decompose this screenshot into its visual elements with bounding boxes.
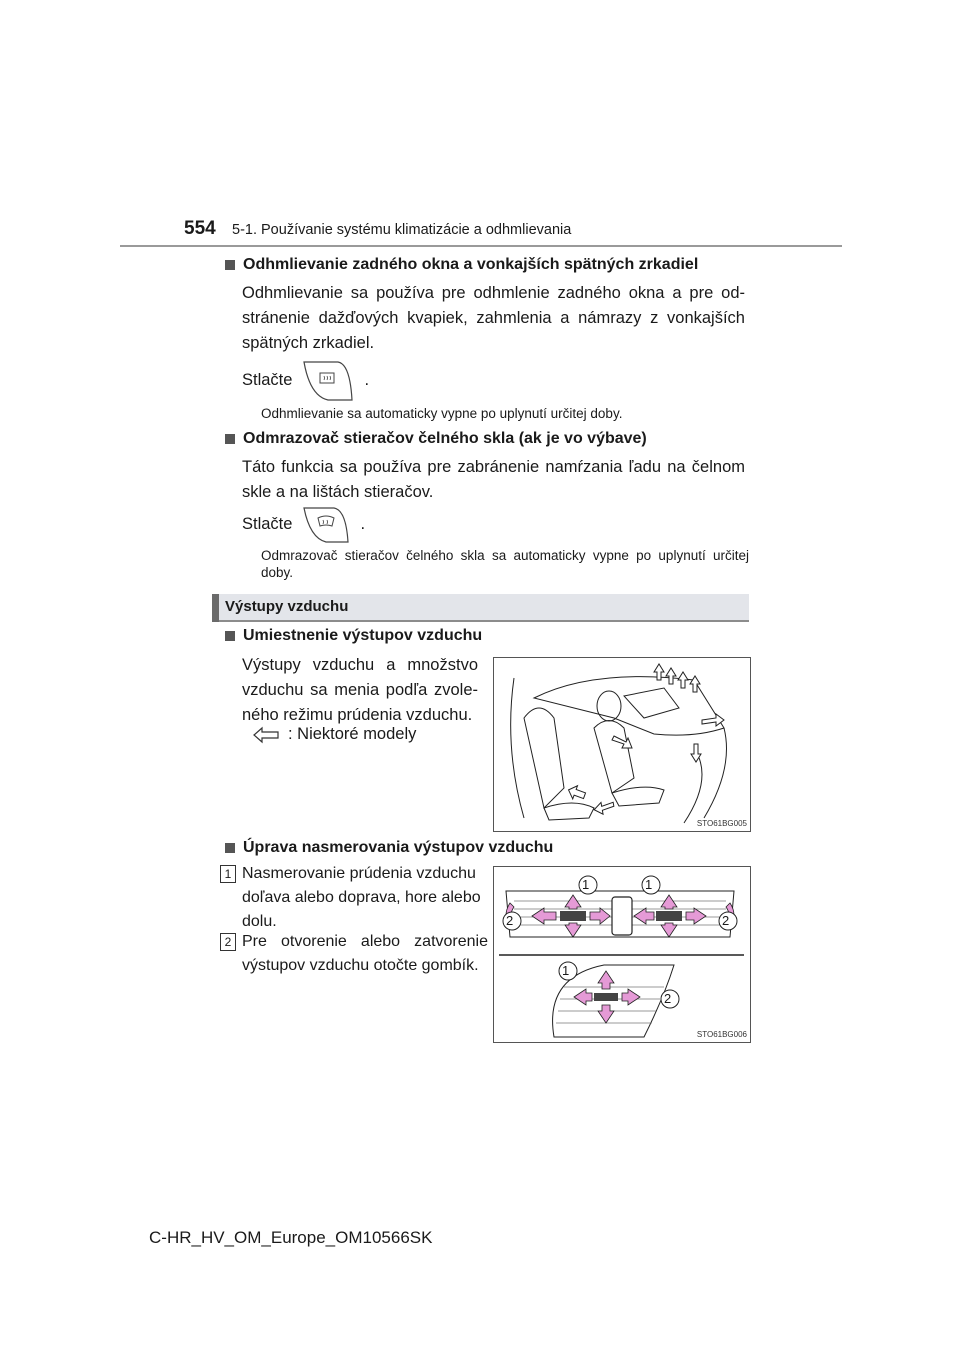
- vent-adjust-figure: [493, 866, 751, 1043]
- header-divider: [120, 245, 842, 247]
- rear-defog-note: Odhmlievanie sa automaticky vypne po uplynutí určitej doby.: [261, 406, 623, 421]
- wiper-deicer-body: Táto funkcia sa používa pre zabránenie namŕzania ľadu na čelnom skle a na lištách stieračov.: [242, 458, 745, 501]
- windshield-wiper-deicer-button-icon: [298, 502, 354, 546]
- figure-code: STO61BG005: [696, 819, 747, 828]
- bullet-square-icon: [225, 434, 235, 444]
- air-vent-illustration: [494, 867, 750, 1042]
- vent-location-figure: [493, 657, 751, 832]
- vent-adjust-heading: Úprava nasmerovania výstupov vzduchu: [225, 839, 553, 857]
- page-number: 554: [184, 218, 216, 239]
- wiper-deicer-note: Odmrazovač stieračov čelného skla sa automaticky vypne po uplynutí určitej doby.: [261, 548, 749, 580]
- bullet-square-icon: [225, 631, 235, 641]
- callout-1: 1: [582, 877, 590, 892]
- vent-adjust-item-2: Pre otvorenie alebo zatvorenie výstupov vzduchu otočte gombík.: [242, 933, 488, 974]
- document-footer: C-HR_HV_OM_Europe_OM10566SK: [149, 1228, 433, 1247]
- vent-location-legend: : Niektoré modely: [252, 722, 488, 747]
- rear-defogger-button-icon: [298, 356, 358, 404]
- section-header-air-vents: [212, 594, 749, 622]
- vent-location-body: Výstupy vzduchu a množstvo vzduchu sa menia podľa zvole-ného režimu prúdenia vzduchu.: [242, 656, 478, 724]
- chapter-title: 5-1. Používanie systému klimatizácie a odhmlievania: [232, 222, 572, 238]
- vent-adjust-item-1: Nasmerovanie prúdenia vzduchu doľava alebo doprava, hore alebo dolu.: [242, 865, 481, 930]
- item-number-badge: 1: [220, 865, 236, 883]
- callout-1: 1: [645, 877, 653, 892]
- callout-2: 2: [664, 991, 672, 1006]
- bullet-square-icon: [225, 843, 235, 853]
- rear-defog-body: Odhmlievanie sa používa pre odhmlenie zadného okna a pre od-stránenie dažďových kvapiek, zahmlenia a námrazy z vonkajších spätných zrkadiel.: [242, 284, 745, 352]
- car-interior-illustration: [494, 658, 750, 831]
- wiper-deicer-heading: Odmrazovač stieračov čelného skla (ak je vo výbave): [225, 430, 647, 448]
- item-number-badge: 2: [220, 933, 236, 951]
- section-title: Výstupy vzduchu: [225, 598, 349, 615]
- callout-2: 2: [722, 913, 730, 928]
- figure-code: STO61BG006: [696, 1030, 747, 1039]
- rear-defog-press: Stlačte .: [242, 356, 542, 404]
- callout-1: 1: [562, 963, 570, 978]
- section-accent: [212, 594, 219, 622]
- rear-defog-heading: Odhmlievanie zadného okna a vonkajších spätných zrkadiel: [225, 256, 698, 274]
- bullet-square-icon: [225, 260, 235, 270]
- outlined-arrow-icon: [252, 725, 280, 745]
- vent-location-heading: Umiestnenie výstupov vzduchu: [225, 627, 482, 645]
- callout-2: 2: [506, 913, 514, 928]
- wiper-deicer-press: Stlačte .: [242, 502, 542, 546]
